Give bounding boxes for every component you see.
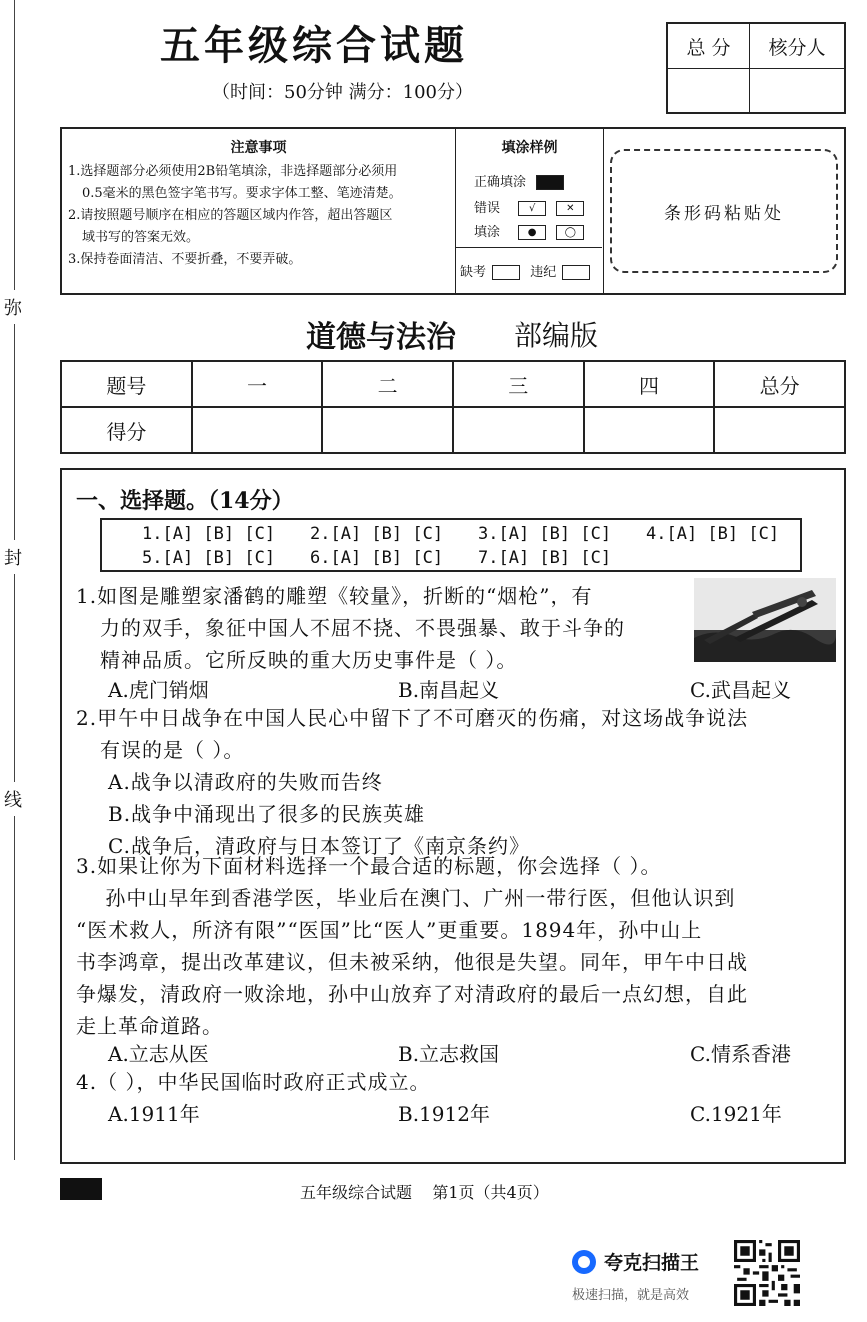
answer-bubble-row[interactable]: 4.[A] [B] [C] [646, 524, 780, 544]
notice-title: 注意事项 [230, 140, 287, 156]
question-2-option: B.战争中涌现出了很多的民族英雄 [108, 802, 426, 826]
score-row-label: 得分 [61, 407, 192, 453]
question-3-stem: 3.如果让你为下面材料选择一个最合适的标题，你会选择（ ）。 [76, 854, 662, 878]
wrong-fill-label: 错误 [474, 201, 501, 216]
correct-fill-label: 正确填涂 [474, 175, 527, 190]
score-cell[interactable] [322, 407, 453, 453]
question-3 [76, 850, 748, 1042]
notice-rule: 3.保持卷面清洁、不要折叠，不要弄破。 [68, 252, 302, 267]
absent-box[interactable] [492, 265, 520, 280]
score-cell[interactable] [192, 407, 323, 453]
question-3-material: “医术救人，所济有限”“医国”比“医人”更重要。1894年，孙中山上 [76, 918, 703, 942]
score-cell[interactable] [453, 407, 584, 453]
checker-label: 核分人 [750, 24, 844, 69]
sculpture-photo [694, 578, 836, 662]
notice-rule: 2.请按照题号顺序在相应的答题区域内作答，超出答题区 [68, 208, 393, 223]
answer-bubble-row[interactable]: 6.[A] [B] [C] [310, 548, 444, 568]
fill-example [456, 129, 604, 293]
checker-field[interactable] [750, 69, 844, 112]
question-1-option: B.南昌起义 [398, 678, 500, 702]
question-1 [76, 580, 625, 676]
binding-char: 弥 [4, 290, 22, 324]
question-2-options [108, 766, 530, 862]
score-table-row [61, 407, 845, 453]
barcode-area [604, 129, 844, 293]
subject-title: 道德与法治 [306, 320, 456, 355]
score-table [60, 360, 846, 454]
notice-panel [60, 127, 846, 295]
question-2-line: 2.甲午中日战争在中国人民心中留下了不可磨灭的伤痛，对这场战争说法 [76, 706, 749, 730]
scanner-logo-icon [572, 1250, 596, 1274]
absent-label: 缺考 [460, 265, 487, 280]
question-3-material: 争爆发，清政府一败涂地，孙中山放弃了对清政府的最后一点幻想，自此 [76, 982, 748, 1006]
total-score-field[interactable] [668, 69, 750, 112]
score-table-header-row [61, 361, 845, 407]
question-1-option: C.武昌起义 [690, 678, 791, 702]
question-3-option: C.情系香港 [690, 1042, 791, 1066]
score-table-header: 四 [584, 361, 715, 407]
page-footer: 五年级综合试题 第1页（共4页） [300, 1183, 549, 1202]
score-cell[interactable] [584, 407, 715, 453]
question-3-material: 孙中山早年到香港学医，毕业后在澳门、广州一带行医，但他认识到 [76, 886, 736, 910]
correct-fill-sample [536, 175, 564, 190]
question-3-option: A.立志从医 [108, 1042, 209, 1066]
answer-bubble-row[interactable]: 2.[A] [B] [C] [310, 524, 444, 544]
answer-bubble-row[interactable]: 7.[A] [B] [C] [478, 548, 612, 568]
page-mark [60, 1178, 102, 1200]
question-2-option: C.战争后，清政府与日本签订了《南京条约》 [108, 834, 530, 858]
violation-box[interactable] [562, 265, 590, 280]
scanner-watermark [572, 1248, 732, 1304]
answer-bubble-row[interactable]: 5.[A] [B] [C] [142, 548, 276, 568]
score-table-header: 三 [453, 361, 584, 407]
notice-rule: 0.5毫米的黑色签字笔书写。要求字体工整、笔迹清楚。 [82, 186, 402, 201]
wrong-mark-cross: ✕ [556, 201, 584, 216]
score-table-header: 二 [322, 361, 453, 407]
qr-code-icon [734, 1240, 800, 1306]
notice-rules [62, 129, 456, 293]
score-cell[interactable] [714, 407, 845, 453]
answer-bubble-row[interactable]: 3.[A] [B] [C] [478, 524, 612, 544]
notice-rule: 域书写的答案无效。 [82, 230, 200, 245]
binding-char: 封 [4, 540, 22, 574]
question-1-line: 精神品质。它所反映的重大历史事件是（ ）。 [100, 648, 518, 672]
wrong-mark-circle: ◯ [556, 225, 584, 240]
scanner-brand: 夸克扫描王 [604, 1252, 700, 1274]
answer-sheet [100, 518, 802, 572]
answer-bubble-row[interactable]: 1.[A] [B] [C] [142, 524, 276, 544]
subject-edition: 部编版 [514, 319, 599, 352]
question-2 [76, 702, 748, 766]
question-4-option: B.1912年 [398, 1102, 490, 1126]
question-3-option: B.立志救国 [398, 1042, 500, 1066]
wrong-mark-check: √ [518, 201, 546, 216]
section-title: 一、选择题。（14分） [76, 488, 294, 514]
barcode-placeholder: 条形码粘贴处 [610, 149, 838, 273]
fill-label: 填涂 [474, 225, 501, 240]
question-4-option: A.1911年 [108, 1102, 200, 1126]
binding-line [14, 0, 15, 1160]
question-2-option: A.战争以清政府的失败而告终 [108, 770, 383, 794]
score-table-header: 题号 [61, 361, 192, 407]
fill-example-title: 填涂样例 [501, 140, 558, 156]
total-score-label: 总 分 [668, 24, 750, 69]
question-4-option: C.1921年 [690, 1102, 782, 1126]
wrong-mark-dot: ● [518, 225, 546, 240]
violation-label: 违纪 [530, 265, 557, 280]
notice-rule: 1.选择题部分必须使用2B铅笔填涂，非选择题部分必须用 [68, 164, 398, 179]
question-1-line: 1.如图是雕塑家潘鹤的雕塑《较量》，折断的“烟枪”，有 [76, 584, 593, 608]
score-table-header: 总分 [714, 361, 845, 407]
question-3-material: 走上革命道路。 [76, 1014, 223, 1038]
total-score-box [666, 22, 846, 114]
exam-subtitle: （时间：50分钟 满分：100分） [212, 82, 473, 103]
exam-title: 五年级综合试题 [160, 22, 468, 69]
score-table-header: 一 [192, 361, 323, 407]
question-1-line: 力的双手，象征中国人不屈不挠、不畏强暴、敢于斗争的 [100, 616, 625, 640]
question-3-material: 书李鸿章，提出改革建议，但未被采纳，他很是失望。同年，甲午中日战 [76, 950, 748, 974]
question-1-option: A.虎门销烟 [108, 678, 209, 702]
question-2-line: 有误的是（ ）。 [100, 738, 245, 762]
binding-char: 线 [4, 782, 22, 816]
scanner-slogan: 极速扫描，就是高效 [572, 1288, 690, 1303]
question-4-stem: 4.（ ），中华民国临时政府正式成立。 [76, 1070, 431, 1094]
